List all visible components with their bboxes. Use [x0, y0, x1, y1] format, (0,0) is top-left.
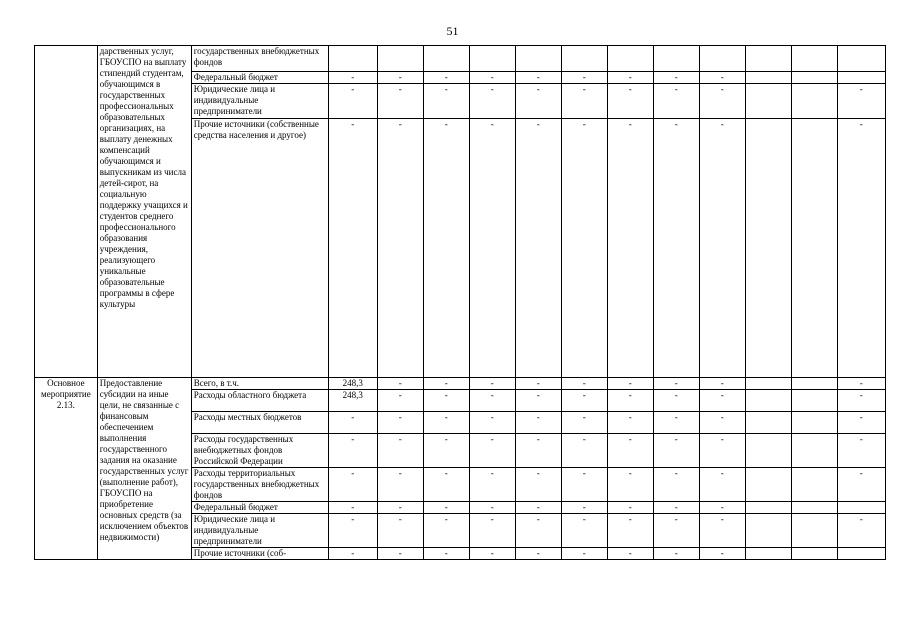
- value-cell: -: [328, 514, 377, 548]
- value-cell: -: [699, 548, 745, 560]
- value-cell: -: [653, 468, 699, 502]
- value-cell: -: [607, 434, 653, 468]
- value-cell: [791, 72, 837, 84]
- value-cell: -: [328, 119, 377, 378]
- value-cell: -: [653, 434, 699, 468]
- value-cell: -: [515, 514, 561, 548]
- value-cell: -: [837, 412, 885, 434]
- value-cell: [791, 514, 837, 548]
- value-cell: -: [423, 548, 469, 560]
- value-cell: -: [699, 84, 745, 119]
- value-cell: -: [328, 84, 377, 119]
- value-cell: -: [469, 434, 515, 468]
- value-cell: -: [328, 72, 377, 84]
- value-cell: [745, 468, 791, 502]
- value-cell: -: [469, 502, 515, 514]
- page-number: 51: [446, 24, 459, 38]
- value-cell: -: [377, 390, 423, 412]
- value-cell: -: [423, 502, 469, 514]
- value-cell: -: [561, 412, 607, 434]
- value-cell: -: [561, 378, 607, 390]
- value-cell: -: [607, 548, 653, 560]
- value-cell: -: [699, 502, 745, 514]
- value-cell: [745, 46, 791, 72]
- value-cell: -: [607, 412, 653, 434]
- value-cell: [607, 46, 653, 72]
- value-cell: -: [377, 84, 423, 119]
- value-cell: -: [377, 468, 423, 502]
- value-cell: [791, 468, 837, 502]
- value-cell: [791, 412, 837, 434]
- value-cell: -: [561, 84, 607, 119]
- event-number-cell: [35, 46, 98, 378]
- value-cell: 248,3: [328, 378, 377, 390]
- value-cell: -: [837, 84, 885, 119]
- value-cell: [745, 390, 791, 412]
- funding-source-cell: Расходы местных бюджетов: [191, 412, 328, 434]
- table-row: [35, 46, 886, 72]
- value-cell: -: [837, 390, 885, 412]
- value-cell: -: [653, 378, 699, 390]
- funding-source-cell: Прочие источники (собственные средства населения и другое): [191, 119, 328, 378]
- value-cell: -: [469, 84, 515, 119]
- value-cell: [653, 46, 699, 72]
- value-cell: -: [837, 378, 885, 390]
- value-cell: [791, 502, 837, 514]
- value-cell: -: [515, 378, 561, 390]
- value-cell: [423, 46, 469, 72]
- value-cell: -: [469, 514, 515, 548]
- value-cell: -: [469, 468, 515, 502]
- value-cell: -: [515, 412, 561, 434]
- value-cell: [837, 46, 885, 72]
- event-description-cell: дарственных услуг, ГБОУСПО на выплату стипендий студентам, обучающимся в государственных профессиональных образовательных организациях, на выплату денежных компенсаций обучающимся и выпускникам из числа детей-сирот, на социальную поддержку учащихся и студентов среднего профессионального образования учреждения, реализующего уникальные образовательные программы в сфере культуры: [97, 46, 191, 378]
- funding-source-cell: Юридические лица и индивидуальные предприниматели: [191, 514, 328, 548]
- value-cell: [561, 46, 607, 72]
- funding-source-cell: Юридические лица и индивидуальные предприниматели: [191, 84, 328, 119]
- value-cell: [791, 548, 837, 560]
- value-cell: -: [607, 468, 653, 502]
- value-cell: -: [699, 434, 745, 468]
- value-cell: -: [699, 468, 745, 502]
- value-cell: -: [653, 84, 699, 119]
- value-cell: -: [377, 119, 423, 378]
- value-cell: [791, 84, 837, 119]
- value-cell: -: [328, 412, 377, 434]
- value-cell: -: [423, 468, 469, 502]
- value-cell: -: [423, 434, 469, 468]
- value-cell: [745, 72, 791, 84]
- value-cell: -: [607, 84, 653, 119]
- value-cell: -: [653, 514, 699, 548]
- value-cell: -: [328, 548, 377, 560]
- value-cell: -: [607, 502, 653, 514]
- value-cell: -: [377, 548, 423, 560]
- value-cell: [745, 412, 791, 434]
- value-cell: -: [561, 514, 607, 548]
- value-cell: -: [607, 72, 653, 84]
- value-cell: -: [561, 468, 607, 502]
- value-cell: -: [699, 72, 745, 84]
- value-cell: [791, 119, 837, 378]
- value-cell: -: [515, 390, 561, 412]
- value-cell: -: [377, 72, 423, 84]
- value-cell: [377, 46, 423, 72]
- value-cell: -: [699, 390, 745, 412]
- value-cell: -: [653, 390, 699, 412]
- value-cell: -: [837, 119, 885, 378]
- value-cell: [745, 119, 791, 378]
- value-cell: -: [515, 548, 561, 560]
- funding-source-cell: Расходы областного бюджета: [191, 390, 328, 412]
- value-cell: 248,3: [328, 390, 377, 412]
- value-cell: [745, 84, 791, 119]
- value-cell: -: [515, 502, 561, 514]
- value-cell: [791, 378, 837, 390]
- value-cell: -: [515, 119, 561, 378]
- value-cell: -: [423, 119, 469, 378]
- value-cell: -: [469, 378, 515, 390]
- value-cell: -: [377, 378, 423, 390]
- value-cell: [745, 514, 791, 548]
- event-number-cell: Основное мероприятие 2.13.: [35, 378, 98, 560]
- value-cell: -: [469, 390, 515, 412]
- value-cell: -: [377, 412, 423, 434]
- value-cell: -: [561, 390, 607, 412]
- value-cell: -: [469, 548, 515, 560]
- value-cell: -: [561, 72, 607, 84]
- funding-source-cell: государственных внебюджетных фондов: [191, 46, 328, 72]
- value-cell: [745, 378, 791, 390]
- value-cell: -: [423, 412, 469, 434]
- value-cell: -: [653, 412, 699, 434]
- value-cell: -: [328, 468, 377, 502]
- value-cell: [469, 46, 515, 72]
- value-cell: -: [699, 412, 745, 434]
- value-cell: -: [607, 514, 653, 548]
- value-cell: -: [653, 548, 699, 560]
- value-cell: [837, 502, 885, 514]
- value-cell: -: [699, 514, 745, 548]
- funding-source-cell: Расходы территориальных государственных внебюджетных фондов: [191, 468, 328, 502]
- value-cell: -: [699, 378, 745, 390]
- value-cell: -: [377, 502, 423, 514]
- value-cell: -: [607, 390, 653, 412]
- value-cell: -: [328, 434, 377, 468]
- value-cell: -: [423, 84, 469, 119]
- value-cell: -: [561, 119, 607, 378]
- value-cell: -: [423, 378, 469, 390]
- value-cell: -: [653, 72, 699, 84]
- value-cell: -: [699, 119, 745, 378]
- value-cell: [791, 46, 837, 72]
- funding-source-cell: Прочие источники (соб-: [191, 548, 328, 560]
- value-cell: -: [837, 434, 885, 468]
- value-cell: -: [607, 378, 653, 390]
- value-cell: [699, 46, 745, 72]
- value-cell: -: [561, 548, 607, 560]
- value-cell: -: [377, 434, 423, 468]
- value-cell: [837, 72, 885, 84]
- value-cell: -: [653, 119, 699, 378]
- value-cell: -: [328, 502, 377, 514]
- value-cell: -: [469, 412, 515, 434]
- funding-source-cell: Всего, в т.ч.: [191, 378, 328, 390]
- value-cell: -: [469, 72, 515, 84]
- value-cell: -: [515, 434, 561, 468]
- value-cell: -: [423, 514, 469, 548]
- value-cell: -: [515, 468, 561, 502]
- value-cell: [745, 548, 791, 560]
- budget-table: [34, 45, 886, 560]
- value-cell: -: [837, 468, 885, 502]
- value-cell: -: [515, 72, 561, 84]
- table-row: [35, 378, 886, 390]
- value-cell: [791, 434, 837, 468]
- value-cell: [328, 46, 377, 72]
- value-cell: -: [837, 514, 885, 548]
- value-cell: [745, 502, 791, 514]
- value-cell: -: [423, 72, 469, 84]
- funding-source-cell: Федеральный бюджет: [191, 72, 328, 84]
- value-cell: -: [377, 514, 423, 548]
- funding-source-cell: Федеральный бюджет: [191, 502, 328, 514]
- value-cell: -: [653, 502, 699, 514]
- value-cell: -: [561, 502, 607, 514]
- event-description-cell: Предоставление субсидии на иные цели, не связанные с финансовым обеспечением выполнения государственного задания на оказание государственных услуг (выполнение работ), ГБОУСПО на приобретение основных средств (за исключением объектов недвижимости): [97, 378, 191, 560]
- value-cell: [791, 390, 837, 412]
- value-cell: -: [607, 119, 653, 378]
- value-cell: -: [469, 119, 515, 378]
- value-cell: -: [423, 390, 469, 412]
- funding-source-cell: Расходы государственных внебюджетных фондов Российской Федерации: [191, 434, 328, 468]
- value-cell: [515, 46, 561, 72]
- value-cell: -: [515, 84, 561, 119]
- value-cell: [745, 434, 791, 468]
- value-cell: [837, 548, 885, 560]
- value-cell: -: [561, 434, 607, 468]
